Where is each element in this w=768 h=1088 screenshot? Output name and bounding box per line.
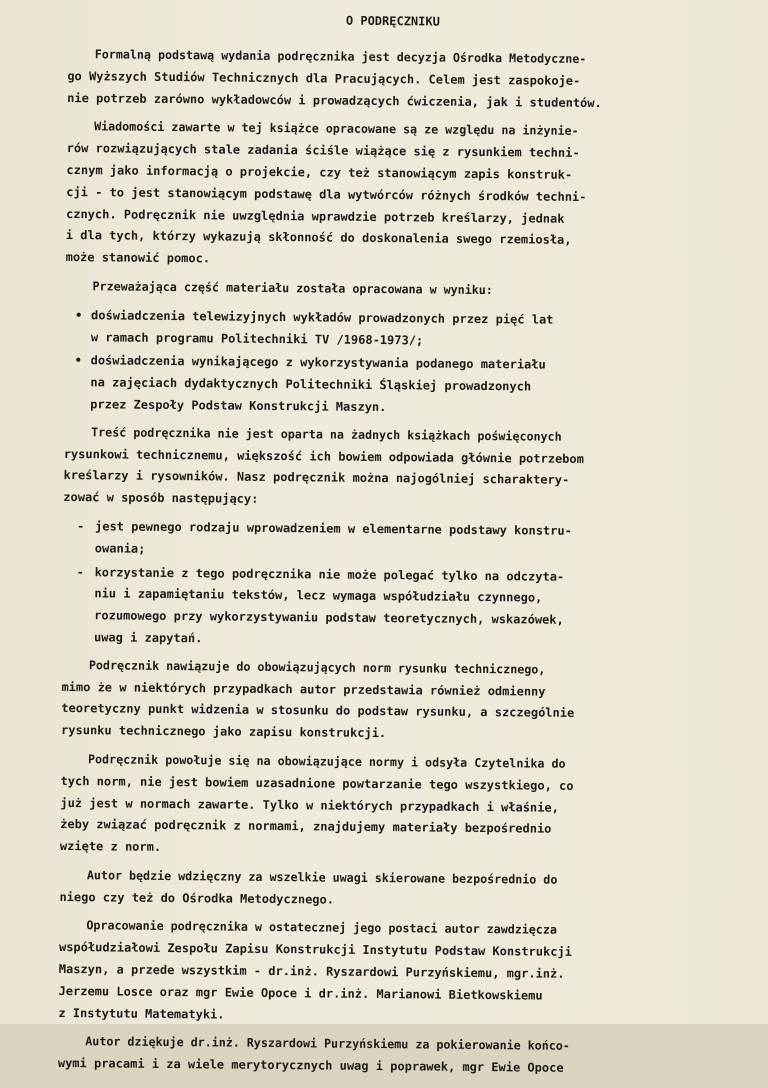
bullet-list [64,305,715,422]
paragraph [58,915,709,1030]
page-title: O PODRĘCZNIKU [345,13,440,29]
bullet-marker: • [74,353,82,368]
text-line: Wiadomości zawarte w tej książce opracowane są ze względu na inżynie- [94,119,579,139]
text-line: Treść podręcznika nie jest oparta na żadnych książkach poświęconych [91,424,562,444]
paragraph [67,44,718,116]
text-line: już jest w normach zawarte. Tylko w niektórych przypadkach i właśnie, [60,795,559,815]
text-line: Opracowanie podręcznika w ostatecznej jego postaci autor zawdzięcza [86,918,557,938]
text-line: niu i zapamiętaniu tekstów, lecz wymaga współudziału czynnego, [94,586,543,605]
text-line: przez Zespoły Podstaw Konstrukcji Maszyn. [90,397,387,415]
text-line: cznym jako informacją o projekcie, czy też stanowiącym zapis konstruk- [66,162,573,182]
text-line: uwag i zapytań. [93,630,203,646]
paragraph [60,749,711,864]
text-line: rysunkowi technicznemu, większość ich bowiem odpowiada głównie potrzebom [63,446,584,466]
paragraph [63,422,714,515]
text-line: mimo że w niektórych przypadkach autor przedstawia również odmienny [61,679,546,699]
text-line: kreślarzy i rysowników. Nasz podręcznik można najogólniej scharaktery- [63,468,570,488]
middle-paragraphs [63,422,714,515]
text-line: rów rozwiązujących stale zadania ściśle wiążące się z rysunkiem techni- [66,141,580,161]
paragraph [58,1031,708,1081]
text-line: rysunku technicznego jako zapisu konstrukcji. [61,723,387,741]
text-line: rozumowego przy wykorzystywaniu podstaw teoretycznych, wskazówek, [94,608,564,627]
text-line: nie potrzeb zarówno wykładowców i prowadzących ćwiczenia, jak i studentów. [67,90,602,110]
text-line: teoretyczny punkt widzenia w stosunku do podstaw rysunku, a szczególnie [61,701,575,721]
paragraph [66,116,717,275]
text-line: Formalną podstawą wydania podręcznika jest decyzja Ośrodka Metodyczne- [94,47,587,66]
text-line: korzystanie z tego podręcznika nie może polegać tylko na odczyta- [94,564,565,584]
dash-list [62,516,713,655]
text-line: Maszyn, a przede wszystkim - dr.inż. Ryszardowi Purzyńskiemu, mgr.inż. [58,962,565,981]
text-line: doświadczenia wynikającego z wykorzystywania podanego materiału [90,353,546,372]
text-line: wymi pracami i za wiele merytorycznych uwag i poprawek, mgr Ewie Opoce [57,1056,564,1076]
text-line: na zajęciach dydaktycznych Politechniki Śląskiej prowadzonych [90,375,532,394]
text-line: może stanowić pomoc. [65,250,211,266]
text-line: wzięte z norm. [59,839,162,855]
text-line: Przeważająca część materiału została opracowana w wyniku: [92,279,493,298]
text-line: cji - to jest stanowiącym podstawę dla wytwórców różnych środków techni- [66,184,587,204]
text-line: i dla tych, którzy wykazują skłonność do doskonalenia swego rzemiosła, [65,228,572,248]
list-item [62,562,713,655]
text-line: Podręcznik powołuje się na obowiązujące normy i odsyła Czytelnika do [87,752,566,771]
text-line: Autor dziękuje dr.inż. Ryszardowi Purzyńskiemu za pokierowanie końco- [85,1034,570,1054]
text-line: zować w sposób następujący: [63,490,259,506]
list-item [64,350,715,422]
text-line: owania; [94,541,146,556]
list-item [63,516,713,566]
paragraph [59,865,709,915]
text-line: jest pewnego rodzaju wprowadzeniem w elementarne podstawy konstru- [94,519,572,538]
text-line: Jerzemu Losce oraz mgr Ewie Opoce i dr.inż. Marianowi Bietkowskiemu [58,983,543,1003]
text-line: żeby związać podręcznik z normami, znajdujemy materiały bezpośrednio [60,817,552,836]
text-line: go Wyższych Studiów Technicznych dla Pracujących. Celem jest zaspokoje- [67,68,581,88]
text-line: w ramach programu Politechniki TV /1968-1973/; [90,329,424,347]
dash-marker: - [76,564,84,579]
text-line: cznych. Podręcznik nie uwzględnia wprawdzie potrzeb kreślarzy, jednak [65,206,565,226]
text-line: niego czy też do Ośrodka Metodycznego. [59,889,335,907]
text-line: doświadczenia telewizyjnych wykładów prowadzonych przez pięć lat [91,308,554,327]
bullet-marker: • [75,307,83,322]
text-line: współudziałowi Zespołu Zapisu Konstrukcji Instytutu Podstaw Konstrukcji [58,940,572,960]
dash-marker: - [76,519,85,534]
closing-paragraphs [58,655,712,1082]
text-line: tych norm, nie jest bowiem uzasadnione powtarzanie tego wszystkiego, co [60,773,574,793]
paragraph [65,276,715,304]
paragraph [61,655,712,748]
text-line: Podręcznik nawiązuje do obowiązujących norm rysunku technicznego, [88,657,546,677]
document-text [58,10,718,1088]
text-line: z Instytutu Matematyki. [58,1005,225,1022]
intro-paragraphs [65,44,717,304]
list-item [65,305,715,355]
text-line: Autor będzie wdzięczny za wszelkie uwagi skierowane bezpośrednio do [86,868,558,887]
